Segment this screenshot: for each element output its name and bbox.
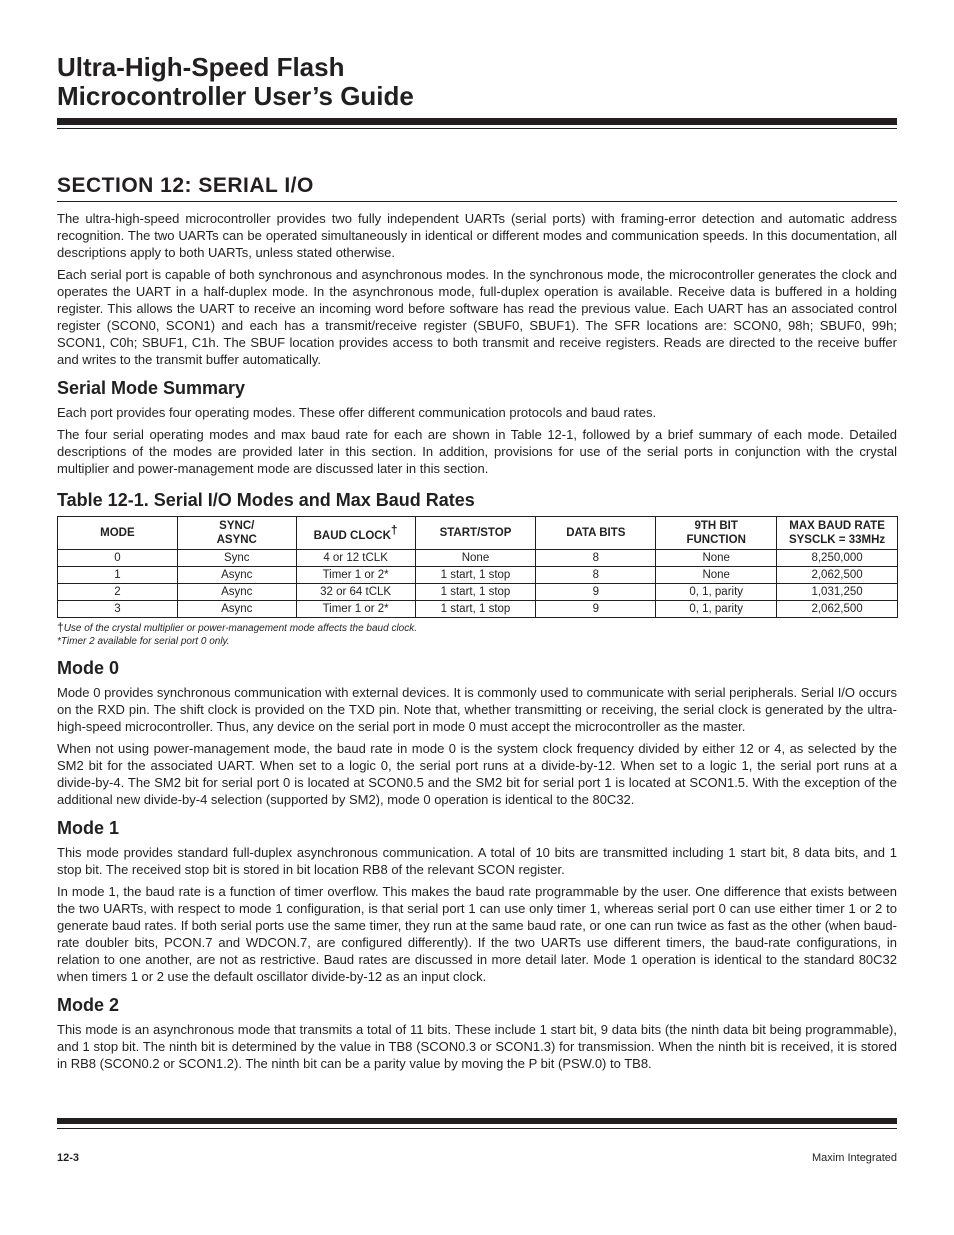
header-start-stop: START/STOP xyxy=(415,517,536,550)
table-cell: 1 xyxy=(58,567,178,584)
table-cell: None xyxy=(656,550,777,567)
table-cell: None xyxy=(415,550,536,567)
header-rule-thick xyxy=(57,118,897,125)
footer-rule-thin xyxy=(57,1128,897,1129)
summary-paragraph: Each port provides four operating modes. These offer different communication protocols and baud rates. xyxy=(57,405,657,420)
publisher-name: Maxim Integrated xyxy=(812,1152,897,1164)
table-cell: 4 or 12 tCLK xyxy=(296,550,415,567)
table-cell: 2,062,500 xyxy=(777,601,898,618)
table-cell: Async xyxy=(177,601,296,618)
table-cell: 1,031,250 xyxy=(777,584,898,601)
header-data-bits: DATA BITS xyxy=(536,517,656,550)
table-row xyxy=(58,601,898,618)
mode-2-heading: Mode 2 xyxy=(57,995,120,1015)
section-paragraph: Each serial port is capable of both synchronous and asynchronous modes. In the synchronous mode, the microcontroller generates the clock and operates the UART in a half-duplex mode. In the asynchronous mode, full-duplex operation is available. Receive data is buffered in a holding register. This allows the UART to receive an incoming word before software has read the previous value. Each UART has an associated control register (SCON0, SCON1) and each has a transmit/receive register (SBUF0, SBUF1). The SFR locations are: SCON0, 98h; SBUF0, 99h; SCON1, C0h; SBUF1, C1h. The SBUF location provides access to both transmit and receive registers. Reads are directed to the receive buffer and writes to the transmit buffer automatically. xyxy=(57,267,897,367)
table-footnotes xyxy=(57,621,897,648)
table-cell: Async xyxy=(177,584,296,601)
table-title: Table 12-1. Serial I/O Modes and Max Baud Rates xyxy=(57,490,475,510)
table-row xyxy=(58,584,898,601)
table-cell: 0 xyxy=(58,550,178,567)
mode-0-paragraph: Mode 0 provides synchronous communication with external devices. It is commonly used to communicate with serial peripherals. Serial I/O occurs on the RXD pin. The shift clock is provided on the TXD pin. Note that, whether transmitting or receiving, the serial clock is generated by the ultra-high-speed microcontroller. Thus, any device on the serial port in mode 0 must accept the microcontroller as the master. xyxy=(57,685,897,734)
section-title: SECTION 12: SERIAL I/O xyxy=(57,172,897,202)
section-paragraph: The ultra-high-speed microcontroller provides two fully independent UARTs (serial ports) with framing-error detection and automatic address recognition. The two UARTs can be operated simultaneously in identical or different modes and communication speeds. In this documentation, all descriptions apply to both UARTs, unless stated otherwise. xyxy=(57,211,897,260)
table-cell: Sync xyxy=(177,550,296,567)
table-cell: 1 start, 1 stop xyxy=(415,567,536,584)
table-header-row xyxy=(58,517,898,550)
table-cell: 8 xyxy=(536,567,656,584)
header-sync-async: SYNC/ ASYNC xyxy=(177,517,296,550)
table-cell: 0, 1, parity xyxy=(656,601,777,618)
footnote-dagger: † xyxy=(57,620,64,634)
table-cell: None xyxy=(656,567,777,584)
table-cell: Timer 1 or 2* xyxy=(296,567,415,584)
serial-modes-table xyxy=(57,516,898,618)
page-number: 12-3 xyxy=(57,1152,80,1164)
mode-0-heading: Mode 0 xyxy=(57,658,120,678)
mode-1-heading: Mode 1 xyxy=(57,818,120,838)
header-9th-bit-function: 9TH BIT FUNCTION xyxy=(656,517,777,550)
serial-mode-summary-heading: Serial Mode Summary xyxy=(57,378,246,398)
table-cell: 1 start, 1 stop xyxy=(415,601,536,618)
table-row xyxy=(58,567,898,584)
document-title-line1: Ultra-High-Speed Flash xyxy=(57,52,345,82)
footer-rule-thick xyxy=(57,1118,897,1124)
table-cell: 8 xyxy=(536,550,656,567)
mode-0-paragraph: When not using power-management mode, the baud rate in mode 0 is the system clock frequency divided by either 12 or 4, as selected by the SM2 bit for the associated UART. When set to a logic 0, the serial port runs at a divide-by-12. When set to a logic 1, the serial port runs at a divide-by-4. The SM2 bit for serial port 0 is located at SCON0.5 and the SM2 bit for serial port 1 is located at SCON1.5. With the exception of the additional new divide-by-4 selection (supported by SM2), mode 0 operation is identical to the 80C32. xyxy=(57,741,897,807)
document-title xyxy=(57,53,414,111)
table-cell: 1 start, 1 stop xyxy=(415,584,536,601)
table-cell: Async xyxy=(177,567,296,584)
mode-1-paragraph: In mode 1, the baud rate is a function of timer overflow. This makes the baud rate programmable by the user. One difference that exists between the two UARTs, with respect to mode 1 configuration, is that serial port 1 can use only timer 1, whereas serial port 0 can use either timer 1 or 2 to generate baud rates. If both serial ports use the same timer, they run at the same baud rate, or one can run twice as fast as the other (when baud-rate doubler bits, PCON.7 and WDCON.7, are configured differently). If the two UARTs use different timers, the baud-rate configurations, in relation to one another, are not as restrictive. Baud rates are discussed in more detail later. Mode 1 operation is identical to the standard 80C32 when timers 1 or 2 use the default oscillator divide-by-12 as an input clock. xyxy=(57,884,897,984)
mode-1-paragraph: This mode provides standard full-duplex asynchronous communication. A total of 10 bits are transmitted including 1 start bit, 8 data bits, and 1 stop bit. The received stop bit is stored in bit location RB8 of the relevant SCON register. xyxy=(57,845,897,877)
header-max-baud-rate: MAX BAUD RATE SYSCLK = 33MHz xyxy=(777,517,898,550)
header-rule-thin xyxy=(57,128,897,129)
page-content xyxy=(57,172,897,1077)
table-cell: 2 xyxy=(58,584,178,601)
footnote-timer2: *Timer 2 available for serial port 0 only. xyxy=(57,636,230,647)
table-cell: 3 xyxy=(58,601,178,618)
table-cell: 0, 1, parity xyxy=(656,584,777,601)
table-cell: 8,250,000 xyxy=(777,550,898,567)
table-cell: 32 or 64 tCLK xyxy=(296,584,415,601)
document-title-line2: Microcontroller User’s Guide xyxy=(57,81,414,111)
table-cell: Timer 1 or 2* xyxy=(296,601,415,618)
mode-2-paragraph: This mode is an asynchronous mode that transmits a total of 11 bits. These include 1 start bit, 9 data bits (the ninth data bit being programmable), and 1 stop bit. The ninth bit is determined by the value in TB8 (SCON0.3 or SCON1.3) for transmission. When the ninth bit is received, it is stored in RB8 (SCON0.2 or SCON1.2). The ninth bit can be a parity value by moving the P bit (PSW.0) to TB8. xyxy=(57,1022,897,1071)
table-cell: 2,062,500 xyxy=(777,567,898,584)
table-cell: 9 xyxy=(536,601,656,618)
header-baud-clock: BAUD CLOCK† xyxy=(296,517,415,550)
dagger-mark: † xyxy=(390,523,398,538)
table-cell: 9 xyxy=(536,584,656,601)
table-row xyxy=(58,550,898,567)
header-mode: MODE xyxy=(58,517,178,550)
summary-paragraph: The four serial operating modes and max baud rate for each are shown in Table 12-1, followed by a brief summary of each mode. Detailed descriptions of the modes are provided later in this section. In addition, provisions for use of the serial ports in conjunction with the crystal multiplier and power-management mode are discussed later in this section. xyxy=(57,427,897,476)
footnote-baud-clock: †Use of the crystal multiplier or power-management mode affects the baud clock. xyxy=(57,620,418,634)
